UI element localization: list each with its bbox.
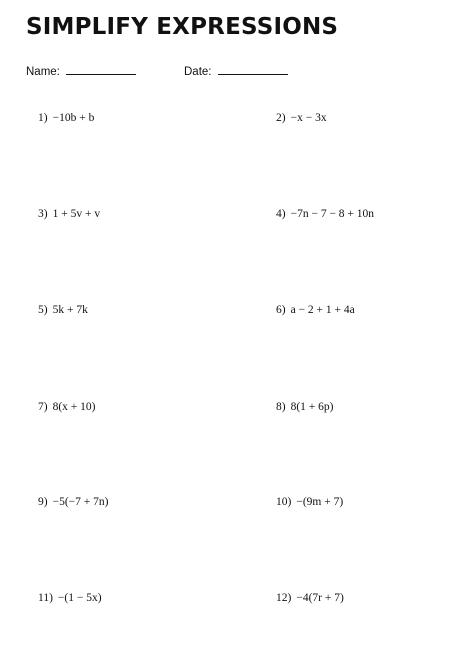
problem-expression: 8(1 + 6p) — [290, 401, 334, 413]
name-field — [26, 64, 136, 78]
problem-number: 1) — [38, 112, 48, 124]
problem-7 — [38, 401, 96, 413]
worksheet-title: SIMPLIFY EXPRESSIONS — [26, 14, 339, 40]
problem-number: 2) — [276, 112, 286, 124]
problem-number: 6) — [276, 304, 286, 316]
name-label: Name: — [26, 66, 60, 78]
problem-10 — [276, 496, 343, 508]
problem-expression: −5(−7 + 7n) — [52, 496, 109, 508]
problem-2 — [276, 112, 327, 124]
problem-expression: −(9m + 7) — [296, 496, 344, 508]
problem-4 — [276, 208, 374, 220]
problem-expression: −10b + b — [52, 112, 95, 124]
problem-6 — [276, 304, 355, 316]
problem-12 — [276, 592, 344, 604]
problem-number: 9) — [38, 496, 48, 508]
problem-1 — [38, 112, 94, 124]
date-field — [184, 64, 288, 78]
problem-5 — [38, 304, 88, 316]
problem-number: 8) — [276, 401, 286, 413]
problem-expression: −(1 − 5x) — [57, 592, 102, 604]
problem-number: 5) — [38, 304, 48, 316]
date-label: Date: — [184, 66, 212, 78]
problem-number: 3) — [38, 208, 48, 220]
problem-number: 4) — [276, 208, 286, 220]
problem-expression: −7n − 7 − 8 + 10n — [290, 208, 375, 220]
problem-expression: a − 2 + 1 + 4a — [290, 304, 355, 316]
problem-expression: −4(7r + 7) — [296, 592, 344, 604]
problem-number: 12) — [276, 592, 292, 604]
problem-expression: 8(x + 10) — [52, 401, 96, 413]
problem-expression: −x − 3x — [290, 112, 327, 124]
problem-3 — [38, 208, 100, 220]
problem-expression: 5k + 7k — [52, 304, 88, 316]
problem-expression: 1 + 5v + v — [52, 208, 101, 220]
name-blank-line[interactable] — [66, 64, 136, 75]
problem-9 — [38, 496, 108, 508]
problem-number: 10) — [276, 496, 292, 508]
problem-number: 7) — [38, 401, 48, 413]
date-blank-line[interactable] — [218, 64, 288, 75]
problem-11 — [38, 592, 102, 604]
problem-number: 11) — [38, 592, 53, 604]
problem-8 — [276, 401, 334, 413]
